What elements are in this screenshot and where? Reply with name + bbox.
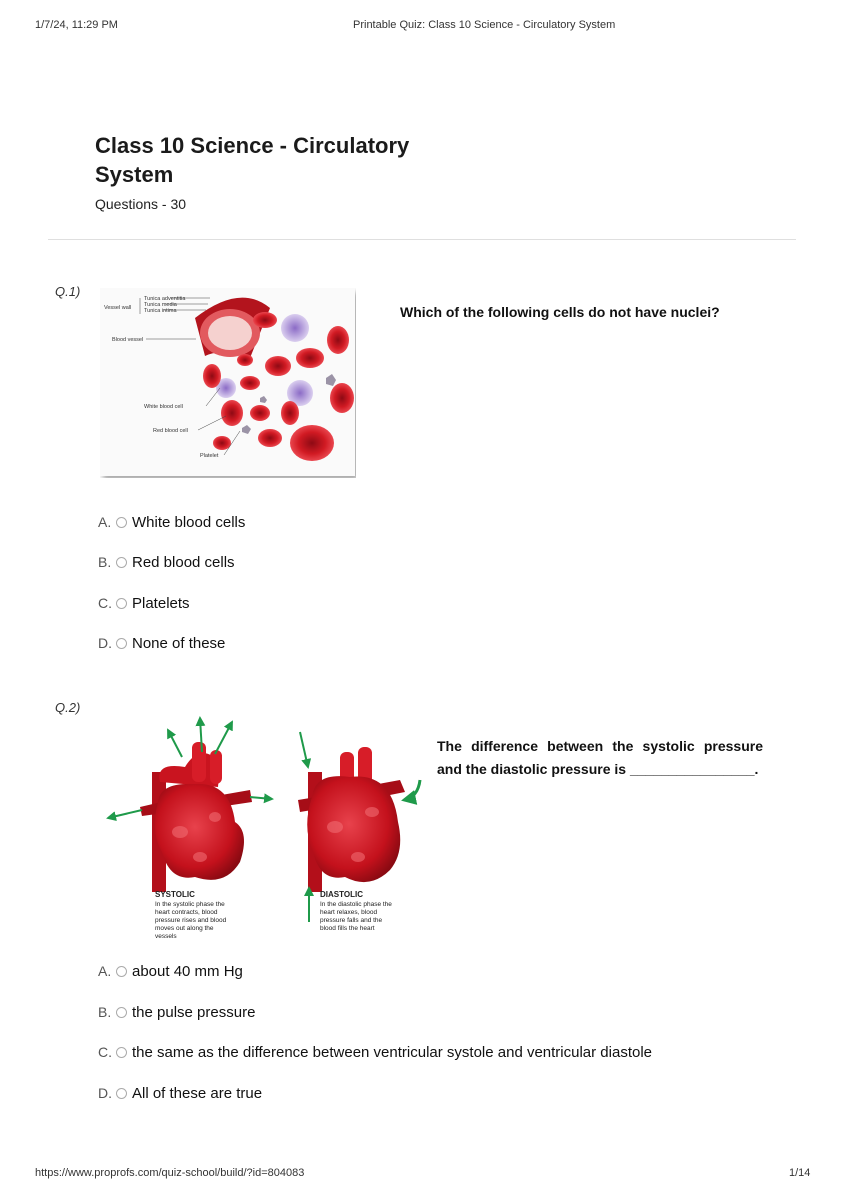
print-page-number: 1/14 xyxy=(789,1167,811,1179)
option-letter: D. xyxy=(98,1085,112,1101)
option-text: White blood cells xyxy=(132,513,246,531)
option-letter: B. xyxy=(98,1004,112,1020)
question-2-image-heart-phases xyxy=(100,712,430,947)
systolic-line-5: vessels xyxy=(155,933,177,940)
print-url: https://www.proprofs.com/quiz-school/build/?id=804083 xyxy=(35,1167,305,1179)
systolic-title: SYSTOLIC xyxy=(155,890,195,899)
option-letter: C. xyxy=(98,595,112,611)
radio-button[interactable] xyxy=(116,1088,127,1099)
question-1-option-c[interactable] xyxy=(98,593,190,613)
question-1-option-a[interactable] xyxy=(98,512,245,532)
print-datetime: 1/7/24, 11:29 PM xyxy=(35,19,118,31)
question-1-number: Q.1) xyxy=(55,284,81,299)
systolic-line-1: In the systolic phase the xyxy=(155,901,225,908)
option-text: the pulse pressure xyxy=(132,1003,256,1021)
option-letter: A. xyxy=(98,514,112,530)
diastolic-line-1: In the diastolic phase the xyxy=(320,901,392,908)
option-letter: B. xyxy=(98,554,112,570)
label-red-blood-cell: Red blood cell xyxy=(153,428,188,434)
label-platelet: Platelet xyxy=(200,453,219,459)
question-1-option-d[interactable] xyxy=(98,633,225,653)
radio-button[interactable] xyxy=(116,1007,127,1018)
label-vessel-wall: Vessel wall xyxy=(104,305,132,311)
option-text: Red blood cells xyxy=(132,553,235,571)
radio-button[interactable] xyxy=(116,557,127,568)
systolic-line-3: pressure rises and blood xyxy=(155,917,227,924)
diastolic-line-4: blood fills the heart xyxy=(320,925,375,932)
label-tunica-intima: Tunica intima xyxy=(144,308,177,314)
label-tunica-media: Tunica media xyxy=(144,302,177,308)
label-white-blood-cell: White blood cell xyxy=(144,404,183,410)
question-1-image-blood-cells xyxy=(100,288,356,478)
option-text: All of these are true xyxy=(132,1084,263,1102)
option-text: None of these xyxy=(132,634,226,652)
question-2-option-b[interactable] xyxy=(98,1002,255,1022)
question-2-number: Q.2) xyxy=(55,700,81,715)
systolic-line-2: heart contracts, blood xyxy=(155,909,218,916)
question-2-option-c[interactable] xyxy=(98,1042,652,1062)
option-letter: D. xyxy=(98,635,112,651)
diastolic-line-3: pressure falls and the xyxy=(320,917,383,924)
option-text: the same as the difference between ventricular systole and ventricular diastole xyxy=(132,1043,653,1061)
option-text: about 40 mm Hg xyxy=(132,962,243,980)
radio-button[interactable] xyxy=(116,1047,127,1058)
header-divider xyxy=(48,239,796,240)
label-blood-vessel: Blood vessel xyxy=(112,337,144,343)
radio-button[interactable] xyxy=(116,517,127,528)
print-page-title: Printable Quiz: Class 10 Science - Circulatory System xyxy=(353,19,616,31)
radio-button[interactable] xyxy=(116,638,127,649)
question-2-option-a[interactable] xyxy=(98,961,243,981)
option-letter: A. xyxy=(98,963,112,979)
quiz-title: Class 10 Science - Circulatory System xyxy=(95,133,410,187)
option-letter: C. xyxy=(98,1044,112,1060)
question-2-option-d[interactable] xyxy=(98,1083,262,1103)
diastolic-title: DIASTOLIC xyxy=(320,890,363,899)
question-1-option-b[interactable] xyxy=(98,552,235,572)
radio-button[interactable] xyxy=(116,966,127,977)
radio-button[interactable] xyxy=(116,598,127,609)
option-text: Platelets xyxy=(132,594,190,612)
label-tunica-adventitia: Tunica adventitia xyxy=(144,296,186,302)
diastolic-line-2: heart relaxes, blood xyxy=(320,909,378,916)
systolic-line-4: moves out along the xyxy=(155,925,214,932)
quiz-question-count: Questions - 30 xyxy=(95,196,187,212)
question-1-text: Which of the following cells do not have nuclei? xyxy=(400,304,720,320)
question-2-text: The difference between the systolic pressure and the diastolic pressure is ________________. xyxy=(437,738,763,777)
